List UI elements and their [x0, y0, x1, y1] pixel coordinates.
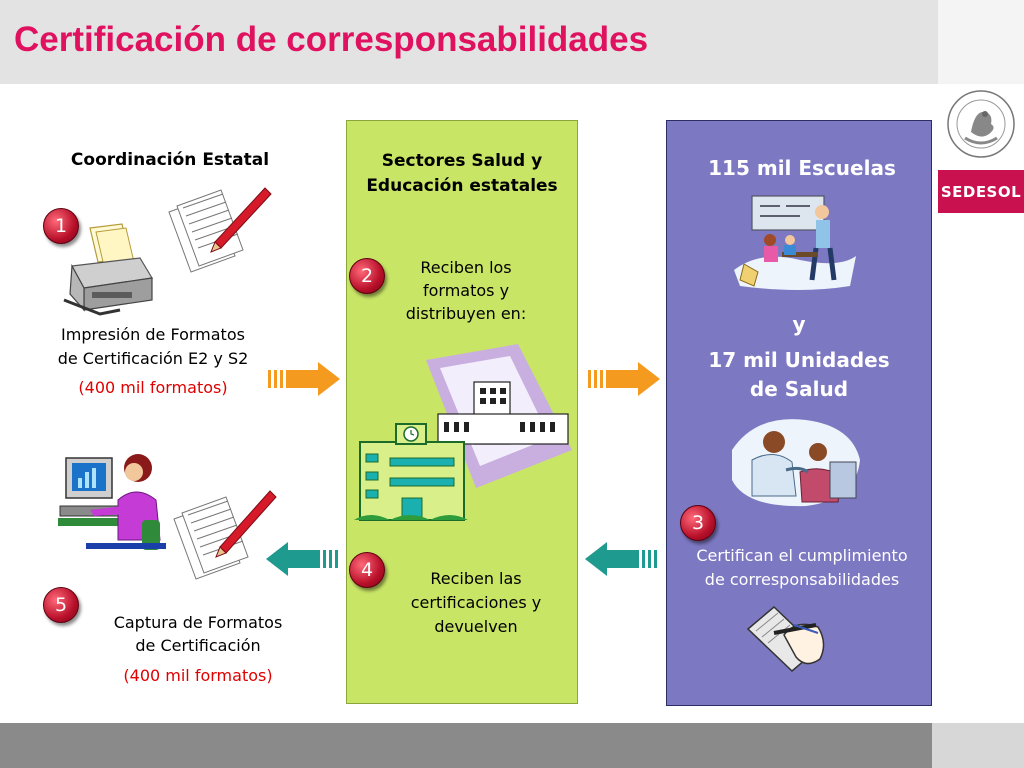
arrow-left-icon-2 — [585, 540, 657, 578]
step-3-badge: 3 — [680, 505, 716, 541]
buildings-icon — [350, 338, 575, 528]
classroom-icon — [730, 190, 860, 292]
step-4-text-line3: devuelven — [434, 617, 518, 636]
step-4-text-line1: Reciben las — [430, 569, 522, 588]
forms-with-pen-icon-2 — [170, 487, 280, 585]
step-5-badge: 5 — [43, 587, 79, 623]
hand-writing-icon — [744, 603, 834, 675]
middle-title-line1: Sectores Salud y — [381, 151, 543, 171]
step-2-text-line2: formatos y — [422, 281, 510, 300]
step-3-text-line2: de corresponsabilidades — [704, 570, 900, 589]
step-1-badge: 1 — [43, 208, 79, 244]
printer-icon — [60, 218, 160, 318]
health-units-line2: de Salud — [749, 377, 849, 401]
schools-count: 115 mil Escuelas — [708, 156, 896, 180]
step-2-text-line3: distribuyen en: — [405, 304, 527, 323]
page-title: Certificación de corresponsabilidades — [14, 20, 649, 59]
national-seal-icon — [945, 84, 1017, 166]
header-side-area — [938, 0, 1024, 84]
step-1-text-line1: Impresión de Formatos — [61, 325, 245, 344]
step-5-text-line1: Captura de Formatos — [113, 613, 283, 632]
step-5-count: (400 mil formatos) — [123, 666, 273, 685]
arrow-right-icon — [268, 360, 340, 398]
sedesol-logo: SEDESOL — [938, 170, 1024, 213]
doctor-patient-icon — [726, 410, 866, 510]
step-2-badge: 2 — [349, 258, 385, 294]
step-4-text-line2: certificaciones y — [410, 593, 542, 612]
arrow-right-icon-2 — [588, 360, 660, 398]
health-units-line1: 17 mil Unidades — [708, 348, 890, 372]
footer-bar — [0, 723, 932, 768]
and-connector: y — [792, 312, 806, 336]
step-1-count: (400 mil formatos) — [78, 378, 228, 397]
footer-side — [932, 723, 1024, 768]
left-column-title: Coordinación Estatal — [70, 150, 270, 170]
step-2-text-line1: Reciben los — [420, 258, 512, 277]
arrow-left-icon — [266, 540, 338, 578]
step-5-text-line2: de Certificación — [135, 636, 261, 655]
computer-user-icon — [56, 450, 171, 560]
step-3-text-line1: Certifican el cumplimiento — [696, 546, 908, 565]
middle-title-line2: Educación estatales — [366, 176, 558, 196]
forms-with-pen-icon — [165, 182, 275, 277]
step-4-badge: 4 — [349, 552, 385, 588]
step-1-text-line2: de Certificación E2 y S2 — [57, 349, 249, 368]
